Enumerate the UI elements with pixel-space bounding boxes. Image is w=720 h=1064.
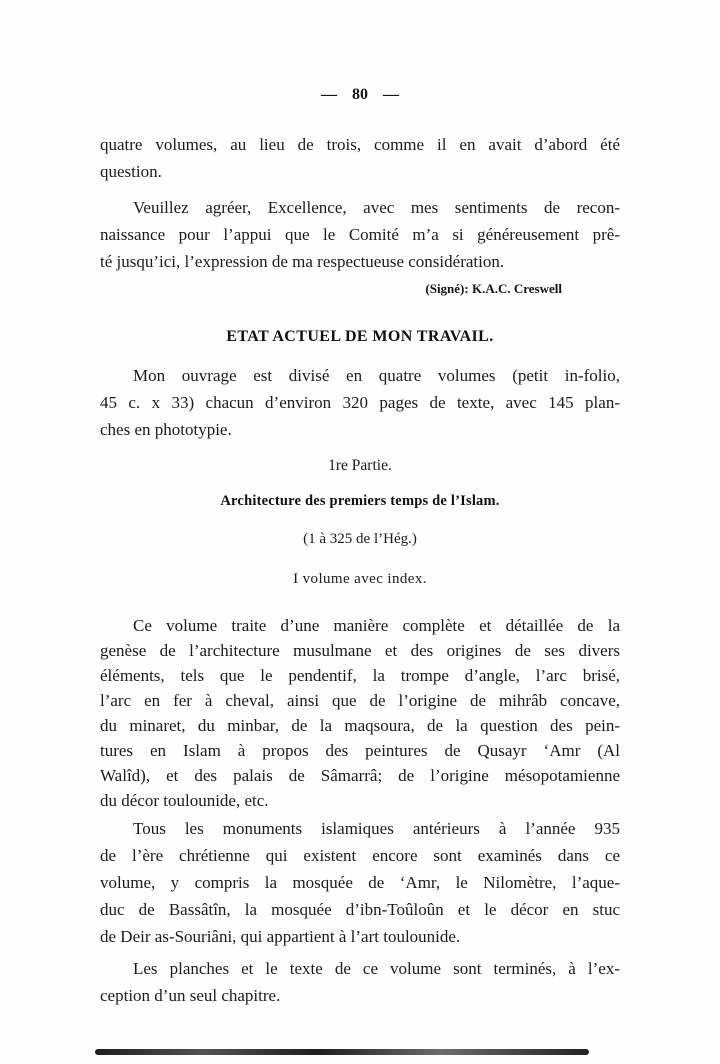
text-line: genèse de l’architecture musulmane et des origines de ses divers	[100, 641, 620, 660]
text-line: question.	[100, 162, 162, 181]
paragraph-work-overview	[100, 362, 620, 443]
part-label: 1re Partie.	[328, 457, 392, 474]
paragraph-volume-description	[100, 613, 620, 813]
text-line: du minaret, du minbar, de la maqsoura, de la question des pein-	[100, 716, 620, 735]
text-line: 45 c. x 33) chacun d’environ 320 pages de texte, avec 145 plan-	[100, 393, 620, 412]
part-volume-note: I volume avec index.	[293, 571, 427, 587]
part-date-range: (1 à 325 de l’Hég.)	[303, 531, 417, 547]
text-line: volume, y compris la mosquée de ‘Amr, le Nilomètre, l’aque-	[100, 873, 620, 892]
text-line: Walîd), et des palais de Sâmarrâ; de l’origine mésopotamienne	[100, 766, 620, 785]
text-line: de Deir as-Souriâni, qui appartient à l’art toulounide.	[100, 927, 461, 946]
text-line: Veuillez agréer, Excellence, avec mes sentiments de recon-	[133, 198, 620, 217]
text-line: tures en Islam à propos des peintures de Qusayr ‘Amr (Al	[100, 741, 620, 760]
page-number: — 80 —	[321, 86, 399, 103]
paragraph-closing-formula	[100, 194, 620, 275]
text-line: Mon ouvrage est divisé en quatre volumes (petit in-folio,	[133, 366, 620, 385]
part-title: Architecture des premiers temps de l’Islam.	[220, 493, 500, 509]
text-line: Tous les monuments islamiques antérieurs à l’année 935	[133, 819, 620, 838]
text-line: éléments, tels que le pendentif, la trompe d’angle, l’arc brisé,	[100, 666, 620, 685]
text-line: té jusqu’ici, l’expression de ma respectueuse considération.	[100, 252, 505, 271]
text-line: Les planches et le texte de ce volume sont terminés, à l’ex-	[133, 959, 620, 978]
text-line: naissance pour l’appui que le Comité m’a si généreusement prê-	[100, 225, 620, 244]
text-line: du décor toulounide, etc.	[100, 791, 269, 810]
signature-line: (Signé): K.A.C. Creswell	[425, 281, 562, 296]
text-line: Ce volume traite d’une manière complète et détaillée de la	[133, 616, 620, 635]
paragraph-plates-status	[100, 955, 620, 1009]
text-line: ches en phototypie.	[100, 420, 232, 439]
paragraph-monuments	[100, 815, 620, 950]
text-line: de l’ère chrétienne qui existent encore sont examinés dans ce	[100, 846, 620, 865]
scan-artifact	[95, 1049, 589, 1055]
paragraph-continuation	[100, 131, 620, 185]
text-line: duc de Bassâtîn, la mosquée d’ibn-Toûloûn et le décor en stuc	[100, 900, 620, 919]
text-line: l’arc en fer à cheval, ainsi que de l’origine de mihrâb concave,	[100, 691, 620, 710]
text-line: ception d’un seul chapitre.	[100, 986, 281, 1005]
section-heading: ETAT ACTUEL DE MON TRAVAIL.	[226, 328, 494, 345]
text-line: quatre volumes, au lieu de trois, comme il en avait d’abord été	[100, 135, 620, 154]
